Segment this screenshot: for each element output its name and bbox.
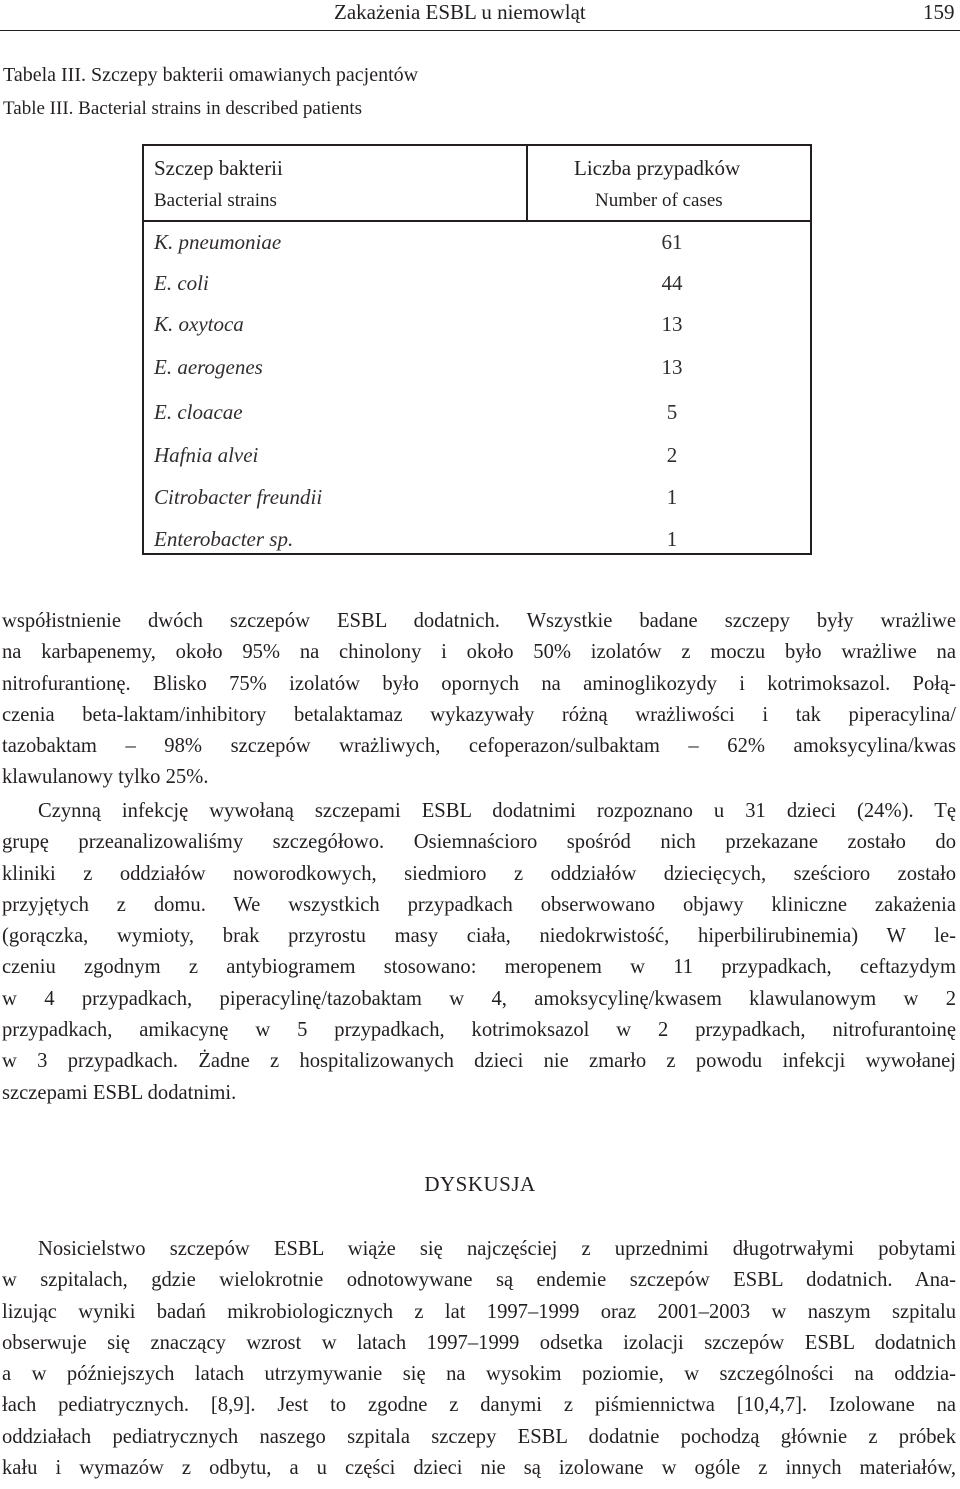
table-caption-en: Table III. Bacterial strains in described patients: [3, 98, 363, 119]
text-line: szczepami ESBL dodatnimi.: [2, 1081, 237, 1104]
text-line: kału i wymazów z odbytu, a u części dzieci nie są izolowane w ogóle z innych materiałów,: [2, 1457, 956, 1480]
table-row: [144, 485, 810, 527]
discussion-paragraph: [2, 1234, 956, 1484]
text-line: w 4 przypadkach, piperacylinę/tazobaktam w 4, amoksycylinę/kwasem klawulanowym w 2: [2, 987, 956, 1010]
text-line: a w późniejszych latach utrzymywanie się na wysokim poziomie, w szczególności na oddzia-: [2, 1363, 956, 1386]
strain-name: Hafnia alvei: [154, 443, 259, 467]
running-header: [0, 0, 960, 31]
case-count: 44: [661, 271, 683, 295]
table-caption-pl: Tabela III. Szczepy bakterii omawianych pacjentów: [3, 64, 419, 86]
case-count: 13: [661, 355, 683, 379]
text-line: współistnienie dwóch szczepów ESBL dodatnich. Wszystkie badane szczepy były wrażliwe: [2, 610, 956, 632]
case-count: 2: [666, 443, 678, 467]
table-row: [144, 443, 810, 485]
running-title: Zakażenia ESBL u niemowląt: [334, 0, 586, 24]
text-line: Nosicielstwo szczepów ESBL wiąże się najczęściej z uprzednimi długotrwałymi pobytami: [38, 1238, 956, 1260]
text-line: łach pediatrycznych. [8,9]. Jest to zgodne z danymi z piśmiennictwa [10,4,7]. Izolowane na: [2, 1394, 956, 1417]
text-line: oddziałach pediatrycznych naszego szpitala szczepy ESBL dodatnie pochodzą głównie z próbek: [2, 1425, 956, 1448]
table-row: [144, 527, 810, 569]
section-heading: DYSKUSJA: [424, 1172, 536, 1196]
case-count: 1: [666, 527, 678, 551]
table-row: [144, 271, 810, 313]
results-paragraph-2: [2, 796, 956, 1109]
case-count: 13: [661, 312, 683, 336]
col-header-strains-pl: Szczep bakterii: [154, 156, 283, 180]
text-line: obserwuje się znaczący wzrost w latach 1997–1999 odsetka izolacji szczepów ESBL dodatnich: [2, 1331, 956, 1354]
strain-name: Citrobacter freundii: [154, 485, 323, 509]
text-line: (gorączka, wymioty, brak przyrostu masy ciała, niedokrwistość, hiperbilirubinemia) W le-: [2, 925, 956, 948]
strain-name: E. aerogenes: [154, 355, 263, 379]
col-header-cases-pl: Liczba przypadków: [574, 156, 741, 180]
strain-name: K. oxytoca: [154, 312, 244, 336]
text-line: przypadkach, amikacynę w 5 przypadkach, kotrimoksazol w 2 przypadkach, nitrofurantoinę: [2, 1019, 956, 1042]
text-line: tazobaktam – 98% szczepów wrażliwych, cefoperazon/sulbaktam – 62% amoksycylina/kwas: [2, 735, 956, 758]
table-header-divider: [526, 146, 528, 220]
text-line: przyjętych z domu. We wszystkich przypadkach obserwowano objawy kliniczne zakażenia: [2, 893, 956, 916]
strain-name: E. coli: [154, 271, 209, 295]
table-header-rule: [144, 220, 810, 222]
strain-name: Enterobacter sp.: [154, 527, 294, 551]
case-count: 5: [666, 400, 678, 424]
text-line: nitrofurantionę. Blisko 75% izolatów było opornych na aminoglikozydy i kotrimoksazol. Połą-: [2, 672, 956, 695]
col-header-strains-en: Bacterial strains: [154, 190, 277, 211]
text-line: na karbapenemy, około 95% na chinolony i około 50% izolatów z moczu było wrażliwe na: [2, 641, 956, 664]
case-count: 1: [666, 485, 678, 509]
page-number: 159: [923, 0, 955, 24]
table-row: [144, 230, 810, 272]
table-row: [144, 355, 810, 397]
case-count: 61: [661, 230, 683, 254]
text-line: kliniki z oddziałów noworodkowych, siedmioro z oddziałów dziecięcych, sześcioro zostało: [2, 862, 956, 885]
col-header-cases-en: Number of cases: [595, 190, 723, 211]
text-line: lizując wyniki badań mikrobiologicznych z lat 1997–1999 oraz 2001–2003 w naszym szpitalu: [2, 1300, 956, 1323]
bacterial-strains-table: [142, 144, 812, 555]
text-line: Czynną infekcję wywołaną szczepami ESBL dodatnimi rozpoznano u 31 dzieci (24%). Tę: [38, 800, 956, 822]
table-row: [144, 400, 810, 442]
text-line: czeniu zgodnym z antybiogramem stosowano: meropenem w 11 przypadkach, ceftazydym: [2, 956, 956, 979]
text-line: czenia beta-laktam/inhibitory betalaktamaz wykazywały różną wrażliwości i tak piperacylina/: [2, 703, 956, 726]
table-row: [144, 312, 810, 354]
text-line: w 3 przypadkach. Żadne z hospitalizowanych dzieci nie zmarło z powodu infekcji wywołanej: [2, 1050, 956, 1073]
text-line: w szpitalach, gdzie wielokrotnie odnotowywane są endemie szczepów ESBL dodatnich. Ana-: [2, 1269, 956, 1292]
text-line: grupę przeanalizowaliśmy szczegółowo. Osiemnaścioro spośród nich przekazane zostało do: [2, 831, 956, 854]
results-paragraph-1: [2, 606, 956, 794]
text-line: klawulanowy tylko 25%.: [2, 766, 209, 789]
strain-name: K. pneumoniae: [154, 230, 282, 254]
strain-name: E. cloacae: [154, 400, 243, 424]
